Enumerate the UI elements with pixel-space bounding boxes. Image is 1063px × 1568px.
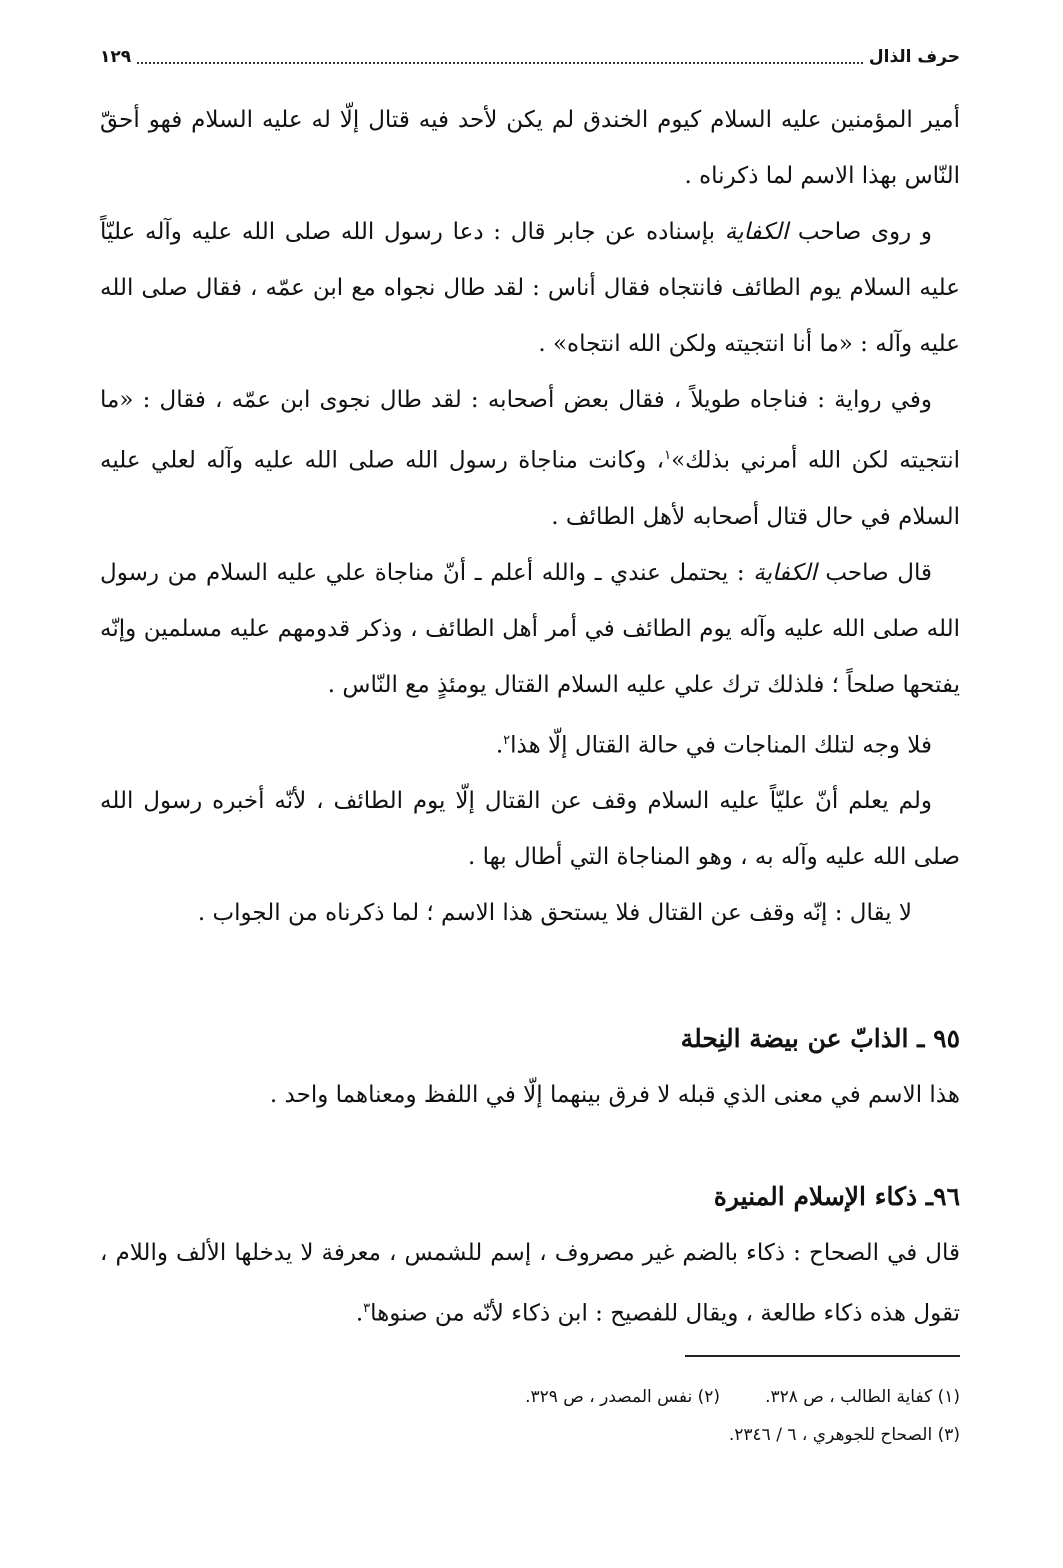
- page-number: ١٢٩: [100, 47, 132, 67]
- paragraph-6: ولم يعلم أنّ عليّاً عليه السلام وقف عن القتال إلّا يوم الطائف ، لأنّه أخبره رسول الله صلى الله عليه وآله به ، وهو المناجاة التي أطال بها .: [100, 788, 960, 871]
- paragraph-1: أمير المؤمنين عليه السلام كيوم الخندق لم يكن لأحد فيه قتال إلّا له عليه السلام فهو أحقّ النّاس بهذا الاسم لما ذكرناه .: [100, 107, 960, 189]
- paragraph-4: قال صاحب الكفاية : يحتمل عندي ـ والله أعلم ـ أنّ مناجاة علي عليه السلام من رسول الله صلى الله عليه وآله يوم الطائف في أمر أهل الطائف ، وذكر قدومهم عليه مسلمين وإنّه يفتحها صلحاً ؛ فلذلك ترك علي عليه السلام القتال يومئذٍ مع النّاس .: [100, 559, 960, 698]
- section-96-heading: ٩٦ـ ذكاء الإسلام المنيرة: [713, 1182, 960, 1212]
- book-page: [100, 0, 960, 1568]
- footnote-marker-3: ٣: [363, 1301, 371, 1317]
- source-title: الكفاية: [724, 219, 789, 245]
- paragraph-3: وفي رواية : فناجاه طويلاً ، فقال بعض أصحابه : لقد طال نجوى ابن عمّه ، فقال : «ما انتجيته لكن الله أمرني بذلك»$^١$، وكانت مناجاة رسول الله صلى الله عليه وآله لعلي عليه السلام في حال قتال أصحابه لأهل الطائف .: [100, 387, 960, 530]
- chapter-title: حرف الذال: [868, 47, 960, 67]
- paragraph-5: فلا وجه لتلك المناجات في حالة القتال إلّا هذا$^٢$.: [495, 732, 932, 759]
- paragraph-2: و روى صاحب الكفاية بإسناده عن جابر قال : دعا رسول الله صلى الله عليه وآله عليّاً عليه السلام يوم الطائف فانتجاه فقال أناس : لقد طال نجواه مع ابن عمّه ، فقال صلى الله عليه وآله : «ما أنا انتجيته ولكن الله انتجاه» .: [100, 219, 960, 357]
- section-95-text: هذا الاسم في معنى الذي قبله لا فرق بينهما إلّا في اللفظ ومعناهما واحد .: [269, 1082, 960, 1109]
- footnote-marker-1: ١: [664, 448, 672, 463]
- footnote-3: (٣) الصحاح للجوهري ، ٦ / ٢٣٤٦.: [728, 1425, 960, 1445]
- footnote-1: (١) كفاية الطالب ، ص ٣٢٨.: [765, 1387, 960, 1407]
- footnote-2: (٢) نفس المصدر ، ص ٣٢٩.: [525, 1387, 720, 1407]
- page-header: [100, 42, 960, 72]
- header-dotted-leader: [137, 50, 863, 64]
- section-96-text: قال في الصحاح : ذكاء بالضم غير مصروف ، إسم للشمس ، معرفة لا يدخلها الألف واللام ، تقول هذه ذكاء طالعة ، ويقال للفصيح : ابن ذكاء لأنّه من صنوها$^٣$.: [100, 1240, 960, 1327]
- footnotes: [100, 1378, 960, 1454]
- footnote-marker-2: ٢: [503, 732, 511, 748]
- footnote-divider: [685, 1355, 960, 1357]
- paragraph-7: لا يقال : إنّه وقف عن القتال فلا يستحق هذا الاسم ؛ لما ذكرناه من الجواب .: [197, 900, 912, 927]
- section-95-heading: ٩٥ ـ الذابّ عن بيضة النِحلة: [680, 1024, 960, 1054]
- main-text: [100, 92, 960, 1342]
- footnote-row: [100, 1378, 960, 1416]
- source-title: الكفاية: [753, 559, 817, 586]
